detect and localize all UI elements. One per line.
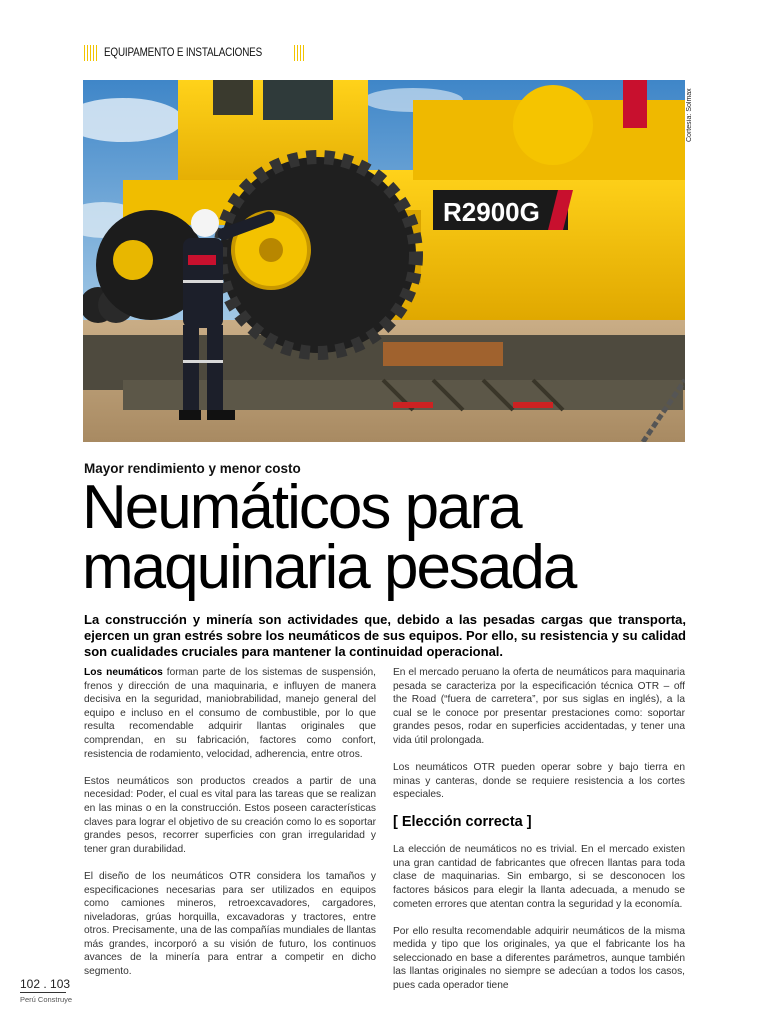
rear-rim xyxy=(113,240,153,280)
paragraph: Estos neumáticos son productos creados a partir de una necesidad: Poder, el cual es vital para las tareas que se realizan en las minas o en la construcción. Estos poseen características claves para lograr el objetivo de su creación como lo es soportar grandes pesos, recorrer superficies con gran irregularidad y tener gran durabilidad. xyxy=(84,775,376,855)
section-subheading: [ Elección correcta ] xyxy=(393,813,532,830)
section-label: EQUIPAMENTO E INSTALACIONES xyxy=(104,47,263,59)
article-kicker: Mayor rendimiento y menor costo xyxy=(84,461,301,476)
article-headline xyxy=(82,473,702,602)
trailer-reflector xyxy=(393,402,433,408)
front-hub xyxy=(259,238,283,262)
hero-photo-illustration xyxy=(83,80,685,442)
hydraulic-tank xyxy=(513,85,593,165)
section-tag xyxy=(84,44,304,62)
article-column-left xyxy=(84,666,376,992)
paragraph xyxy=(84,666,376,761)
article-lead: La construcción y minería son actividades que, debido a las pesadas cargas que transporta, ejercen un gran estrés sobre los neumáticos de sus equipos. Por ello, su resistencia y su calidad son cualidades cruciales para mantener la continuidad operacional. xyxy=(84,612,686,659)
worker-leg xyxy=(207,325,223,415)
headline-line-2: maquinaria pesada xyxy=(82,533,576,602)
trailer-reflector xyxy=(513,402,553,408)
worker-boot xyxy=(179,410,201,420)
worker-helmet xyxy=(191,209,219,237)
article-column-right xyxy=(393,666,685,1006)
cab-window xyxy=(263,80,333,120)
paragraph-text: forman parte de los sistemas de suspensión, frenos y dirección de una maquinaria, e influyen de manera decisiva en la seguridad, maniobrabilidad, manejo general del equipo e incluso en el consumo de combustible, por lo que resulta recomendable adquirir llantas originales que comprendan, en su fabricación, factores como confort, resistencia de rodamiento, velocidad, adherencia, entre otros. xyxy=(84,667,376,760)
photo-credit: Cortesía: Solmax xyxy=(686,88,693,142)
worker-boot xyxy=(207,410,235,420)
section-tag-bars-left xyxy=(84,45,98,61)
worker-leg xyxy=(183,325,199,415)
publication-name: Perú Construye xyxy=(20,995,73,1004)
section-tag-bars-right xyxy=(294,45,304,61)
reflective-stripe xyxy=(183,360,223,363)
fire-extinguisher xyxy=(623,80,647,128)
paragraph: La elección de neumáticos no es trivial. En el mercado existen una gran cantidad de fabricantes que ofrecen llantas para toda clase de maquinarias. Sin embargo, si se desconocen los factores básicos para elegir la llanta adecuada, a menudo se cometen errores que atentan contra la seguridad y la economía. xyxy=(393,844,685,910)
page-numbers: 102 . 103 xyxy=(20,977,71,991)
paragraph: Por ello resulta recomendable adquirir neumáticos de la misma medida y tipo que los originales, ya que el fabricante los ha seleccionado en base a diferentes parámetros, aunque también las llantas originales no siempre se adecúan a todos los casos, pues cada operador tiene xyxy=(393,925,685,992)
reflective-stripe xyxy=(183,280,223,283)
headline-line-1: Neumáticos para xyxy=(82,473,521,542)
paragraph: Los neumáticos OTR pueden operar sobre y bajo tierra en minas y canteras, donde se requiere resistencia a los cortes especiales. xyxy=(393,762,685,801)
cab-window xyxy=(213,80,253,115)
footer-rule xyxy=(20,992,66,993)
machine-model-label: R2900G xyxy=(443,197,540,227)
paragraph-lead-in: Los neumáticos xyxy=(84,667,163,678)
wood-block xyxy=(383,342,503,366)
worker-badge xyxy=(188,255,216,265)
hero-photo xyxy=(83,80,685,442)
paragraph: El diseño de los neumáticos OTR considera los tamaños y especificaciones necesarias para ser utilizados en equipos como camiones mineros, retroexcavadores, cargadores, niveladoras, grúas horquilla, excavadoras y tractores, entre otros. Precisamente, una de las compañías mundiales de llantas más grandes, incorporó a su visión de futuro, los continuos avances de la minería para entrar a competir en dicho segmento. xyxy=(84,870,376,978)
paragraph: En el mercado peruano la oferta de neumáticos para maquinaria pesada se caracteriza por la especificación técnica OTR – off the Road (“fuera de carretera”, por sus siglas en inglés), a la cual se le conoce por presentar prestaciones como: soportar grandes pesos, rodar en superficies accidentadas, y tener una vida útil prolongada. xyxy=(393,667,685,746)
